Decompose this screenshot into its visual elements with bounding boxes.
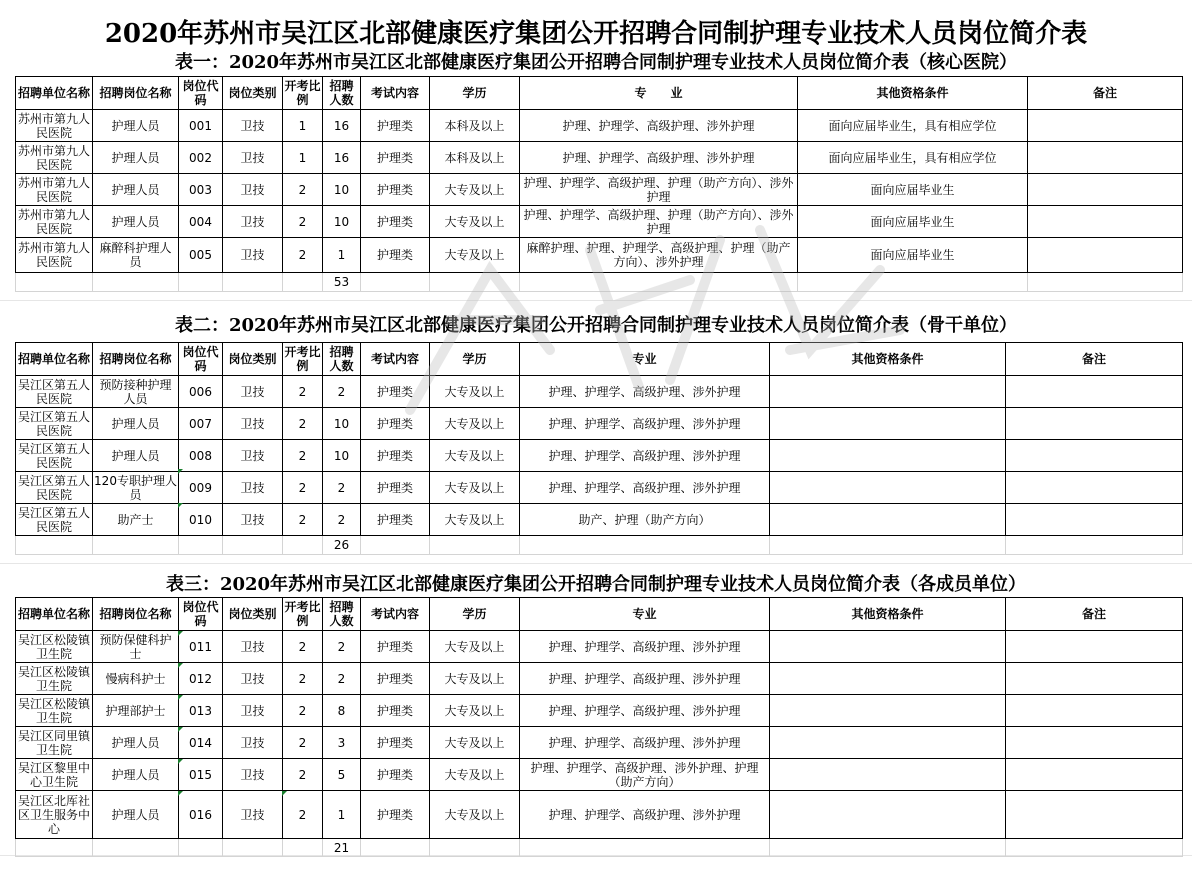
cell: 吴江区第五人民医院 <box>16 440 93 472</box>
cell: 护理类 <box>361 695 430 727</box>
table-row <box>16 110 1183 142</box>
table-row <box>16 759 1183 791</box>
cell: 2 <box>283 791 323 839</box>
cell: 1 <box>283 142 323 174</box>
cell: 2 <box>283 174 323 206</box>
cell: 005 <box>179 238 223 273</box>
cell: 苏州市第九人民医院 <box>16 206 93 238</box>
cell <box>1006 791 1183 839</box>
cell-indicator-icon <box>178 791 183 796</box>
cell: 预防接种护理人员 <box>93 376 179 408</box>
cell <box>1028 206 1183 238</box>
cell <box>1006 376 1183 408</box>
table-row <box>16 440 1183 472</box>
cell <box>770 472 1006 504</box>
cell: 吴江区第五人民医院 <box>16 376 93 408</box>
total-row <box>16 839 1183 857</box>
col-header: 备注 <box>1006 598 1183 631</box>
cell: 2 <box>283 408 323 440</box>
cell: 护理、护理学、高级护理、涉外护理 <box>520 663 770 695</box>
cell: 护理、护理学、高级护理、涉外护理 <box>520 408 770 440</box>
col-header: 学历 <box>430 343 520 376</box>
table-row <box>16 631 1183 663</box>
cell: 慢病科护士 <box>93 663 179 695</box>
col-header: 学历 <box>430 598 520 631</box>
cell: 卫技 <box>223 110 283 142</box>
col-header: 备注 <box>1028 77 1183 110</box>
total-count: 26 <box>323 536 361 555</box>
cell-indicator-icon <box>178 503 183 508</box>
cell-indicator-icon <box>282 791 287 796</box>
cell-indicator-icon <box>178 695 183 700</box>
col-header: 开考比例 <box>283 343 323 376</box>
cell: 本科及以上 <box>430 142 520 174</box>
table-row <box>16 408 1183 440</box>
cell: 护理类 <box>361 110 430 142</box>
cell: 麻醉科护理人员 <box>93 238 179 273</box>
sheet-gridline <box>0 300 1192 301</box>
cell: 1 <box>323 791 361 839</box>
cell: 护理、护理学、高级护理、涉外护理 <box>520 142 798 174</box>
cell: 卫技 <box>223 440 283 472</box>
cell: 面向应届毕业生 <box>798 238 1028 273</box>
col-header: 专业 <box>520 343 770 376</box>
table-core-hospital <box>15 76 1183 292</box>
cell: 卫技 <box>223 408 283 440</box>
cell <box>1028 110 1183 142</box>
cell: 120专职护理人员 <box>94 473 177 502</box>
col-header: 招聘岗位名称 <box>93 77 179 110</box>
cell-indicator-icon <box>178 727 183 732</box>
cell: 10 <box>323 174 361 206</box>
table-row <box>16 663 1183 695</box>
col-header: 招聘岗位名称 <box>93 343 179 376</box>
cell: 卫技 <box>223 759 283 791</box>
cell: 010 <box>179 504 223 536</box>
cell: 大专及以上 <box>430 791 520 839</box>
col-header: 招聘人数 <box>323 77 361 110</box>
col-header: 岗位类别 <box>223 598 283 631</box>
cell: 护理类 <box>361 472 430 504</box>
cell: 卫技 <box>223 504 283 536</box>
col-header: 其他资格条件 <box>770 598 1006 631</box>
cell: 大专及以上 <box>430 440 520 472</box>
cell <box>1006 440 1183 472</box>
cell-indicator-icon <box>178 469 183 474</box>
cell: 卫技 <box>223 631 283 663</box>
cell: 苏州市第九人民医院 <box>16 110 93 142</box>
cell: 护理、护理学、高级护理、涉外护理 <box>520 727 770 759</box>
cell: 015 <box>179 759 223 791</box>
cell: 预防保健科护士 <box>93 631 179 663</box>
cell: 016 <box>179 791 223 839</box>
cell <box>1028 238 1183 273</box>
col-header: 岗位代码 <box>179 77 223 110</box>
cell <box>1006 504 1183 536</box>
cell: 护理、护理学、高级护理、涉外护理 <box>520 791 770 839</box>
cell-indicator-icon <box>178 663 183 668</box>
cell <box>770 663 1006 695</box>
cell: 护理类 <box>361 631 430 663</box>
table-backbone-units <box>15 342 1183 555</box>
table-row <box>16 142 1183 174</box>
cell: 003 <box>179 174 223 206</box>
total-row <box>16 273 1183 292</box>
table-row <box>16 504 1183 536</box>
cell: 012 <box>179 663 223 695</box>
cell <box>770 440 1006 472</box>
cell: 本科及以上 <box>430 110 520 142</box>
cell: 2 <box>283 472 323 504</box>
cell: 2 <box>283 695 323 727</box>
cell: 大专及以上 <box>430 174 520 206</box>
cell: 1 <box>283 110 323 142</box>
cell <box>1006 408 1183 440</box>
cell: 大专及以上 <box>430 376 520 408</box>
cell: 护理人员 <box>93 440 179 472</box>
cell: 护理、护理学、高级护理、涉外护理 <box>520 631 770 663</box>
cell: 001 <box>179 110 223 142</box>
col-header: 学历 <box>430 77 520 110</box>
cell: 面向应届毕业生，具有相应学位 <box>798 142 1028 174</box>
cell: 1 <box>323 238 361 273</box>
cell: 2 <box>283 376 323 408</box>
cell: 护理类 <box>361 174 430 206</box>
cell: 护理类 <box>361 504 430 536</box>
cell <box>1006 663 1183 695</box>
col-header: 岗位代码 <box>179 343 223 376</box>
cell <box>770 631 1006 663</box>
cell: 护理、护理学、高级护理、护理（助产方向）、涉外护理 <box>520 174 798 206</box>
cell: 护理类 <box>361 376 430 408</box>
cell: 吴江区松陵镇卫生院 <box>16 663 93 695</box>
col-header: 招聘人数 <box>323 343 361 376</box>
cell: 苏州市第九人民医院 <box>16 174 93 206</box>
cell: 护理类 <box>361 238 430 273</box>
cell: 2 <box>323 631 361 663</box>
cell: 护理、护理学、高级护理、涉外护理 <box>520 376 770 408</box>
cell: 护理、护理学、高级护理、涉外护理、护理（助产方向） <box>520 759 770 791</box>
cell: 护理类 <box>361 440 430 472</box>
cell: 009 <box>179 472 223 504</box>
cell <box>1006 472 1183 504</box>
cell: 苏州市第九人民医院 <box>16 238 93 273</box>
cell: 16 <box>323 142 361 174</box>
cell: 2 <box>283 238 323 273</box>
cell: 006 <box>179 376 223 408</box>
cell: 卫技 <box>223 142 283 174</box>
header-row <box>16 77 1183 110</box>
cell: 2 <box>323 376 361 408</box>
cell: 护理、护理学、高级护理、涉外护理 <box>520 110 798 142</box>
cell: 8 <box>323 695 361 727</box>
col-header: 招聘单位名称 <box>16 343 93 376</box>
cell: 护理人员 <box>93 142 179 174</box>
cell <box>770 504 1006 536</box>
cell: 011 <box>179 631 223 663</box>
cell: 大专及以上 <box>430 408 520 440</box>
col-header: 专 业 <box>520 77 798 110</box>
cell: 卫技 <box>223 472 283 504</box>
header-row <box>16 343 1183 376</box>
cell: 护理类 <box>361 759 430 791</box>
col-header: 考试内容 <box>361 77 430 110</box>
cell: 护理、护理学、高级护理、涉外护理 <box>520 472 770 504</box>
cell: 护理人员 <box>93 408 179 440</box>
cell: 吴江区松陵镇卫生院 <box>16 695 93 727</box>
cell: 吴江区第五人民医院 <box>16 472 93 504</box>
cell: 大专及以上 <box>430 631 520 663</box>
col-header: 考试内容 <box>361 598 430 631</box>
cell: 护理人员 <box>93 727 179 759</box>
cell: 卫技 <box>223 174 283 206</box>
cell: 2 <box>283 727 323 759</box>
cell: 护理类 <box>361 142 430 174</box>
cell: 大专及以上 <box>430 727 520 759</box>
cell: 大专及以上 <box>430 206 520 238</box>
col-header: 其他资格条件 <box>798 77 1028 110</box>
cell: 护理人员 <box>93 759 179 791</box>
cell: 16 <box>323 110 361 142</box>
col-header: 岗位类别 <box>223 77 283 110</box>
cell: 护理类 <box>361 727 430 759</box>
cell: 002 <box>179 142 223 174</box>
total-row <box>16 536 1183 555</box>
cell <box>1028 142 1183 174</box>
cell: 013 <box>179 695 223 727</box>
cell: 卫技 <box>223 727 283 759</box>
cell <box>1006 759 1183 791</box>
cell <box>1006 695 1183 727</box>
cell <box>770 376 1006 408</box>
cell: 卫技 <box>223 663 283 695</box>
cell: 吴江区松陵镇卫生院 <box>16 631 93 663</box>
total-count: 53 <box>323 273 361 292</box>
col-header: 备注 <box>1006 343 1183 376</box>
cell: 助产、护理（助产方向） <box>520 504 770 536</box>
sheet-gridline <box>0 563 1192 564</box>
table-row <box>16 727 1183 759</box>
cell: 护理、护理学、高级护理、涉外护理 <box>520 695 770 727</box>
table-row <box>16 695 1183 727</box>
cell: 2 <box>323 504 361 536</box>
cell: 卫技 <box>223 238 283 273</box>
cell: 10 <box>323 206 361 238</box>
cell: 护理、护理学、高级护理、护理（助产方向）、涉外护理 <box>520 206 798 238</box>
cell: 2 <box>323 472 361 504</box>
cell <box>1006 631 1183 663</box>
col-header: 岗位代码 <box>179 598 223 631</box>
cell: 护理类 <box>361 206 430 238</box>
cell: 护理类 <box>361 791 430 839</box>
cell: 吴江区同里镇卫生院 <box>16 727 93 759</box>
cell <box>770 759 1006 791</box>
col-header: 招聘单位名称 <box>16 77 93 110</box>
cell <box>1006 727 1183 759</box>
col-header: 岗位类别 <box>223 343 283 376</box>
col-header: 开考比例 <box>283 77 323 110</box>
cell: 面向应届毕业生 <box>798 174 1028 206</box>
cell <box>770 695 1006 727</box>
cell: 护理、护理学、高级护理、涉外护理 <box>520 440 770 472</box>
cell: 吴江区黎里中心卫生院 <box>16 759 93 791</box>
cell: 2 <box>283 504 323 536</box>
table-row <box>16 238 1183 273</box>
cell: 大专及以上 <box>430 472 520 504</box>
cell: 护理人员 <box>93 174 179 206</box>
cell: 008 <box>179 440 223 472</box>
cell: 大专及以上 <box>430 504 520 536</box>
section-2-title: 表二：2020年苏州市吴江区北部健康医疗集团公开招聘合同制护理专业技术人员岗位简介表（骨干单位） <box>174 315 1018 336</box>
cell: 2 <box>283 759 323 791</box>
col-header: 其他资格条件 <box>770 343 1006 376</box>
col-header: 招聘人数 <box>323 598 361 631</box>
cell: 面向应届毕业生 <box>798 206 1028 238</box>
col-header: 开考比例 <box>283 598 323 631</box>
cell: 吴江区第五人民医院 <box>16 504 93 536</box>
cell: 吴江区北厍社区卫生服务中心 <box>16 791 93 839</box>
table-row <box>16 376 1183 408</box>
cell: 卫技 <box>223 376 283 408</box>
cell: 10 <box>323 440 361 472</box>
cell: 护理人员 <box>93 110 179 142</box>
section-3-title: 表三：2020年苏州市吴江区北部健康医疗集团公开招聘合同制护理专业技术人员岗位简介表（各成员单位） <box>165 574 1027 595</box>
cell <box>770 727 1006 759</box>
cell: 吴江区第五人民医院 <box>16 408 93 440</box>
main-title: 2020年苏州市吴江区北部健康医疗集团公开招聘合同制护理专业技术人员岗位简介表 <box>104 19 1088 49</box>
cell <box>770 408 1006 440</box>
table-member-units <box>15 597 1183 857</box>
cell: 5 <box>323 759 361 791</box>
section-1-title: 表一：2020年苏州市吴江区北部健康医疗集团公开招聘合同制护理专业技术人员岗位简介表（核心医院） <box>174 52 1018 73</box>
cell: 卫技 <box>223 791 283 839</box>
table-row <box>16 206 1183 238</box>
cell: 2 <box>283 663 323 695</box>
cell: 护理人员 <box>93 791 179 839</box>
cell <box>770 791 1006 839</box>
cell: 麻醉护理、护理、护理学、高级护理、护理（助产方向）、涉外护理 <box>520 238 798 273</box>
cell-indicator-icon <box>178 759 183 764</box>
header-row <box>16 598 1183 631</box>
cell: 2 <box>323 663 361 695</box>
table-row <box>16 791 1183 839</box>
cell: 苏州市第九人民医院 <box>16 142 93 174</box>
total-count: 21 <box>323 839 361 857</box>
cell: 护理人员 <box>93 206 179 238</box>
cell: 卫技 <box>223 695 283 727</box>
cell: 大专及以上 <box>430 238 520 273</box>
cell: 3 <box>323 727 361 759</box>
cell: 护理类 <box>361 408 430 440</box>
cell: 10 <box>323 408 361 440</box>
cell: 2 <box>283 440 323 472</box>
cell: 卫技 <box>223 206 283 238</box>
table-row <box>16 174 1183 206</box>
cell: 004 <box>179 206 223 238</box>
col-header: 专业 <box>520 598 770 631</box>
cell: 护理部护士 <box>93 695 179 727</box>
cell: 护理类 <box>361 663 430 695</box>
cell: 2 <box>283 631 323 663</box>
cell <box>1028 174 1183 206</box>
col-header: 考试内容 <box>361 343 430 376</box>
cell: 大专及以上 <box>430 695 520 727</box>
col-header: 招聘单位名称 <box>16 598 93 631</box>
cell: 007 <box>179 408 223 440</box>
cell: 大专及以上 <box>430 759 520 791</box>
cell: 大专及以上 <box>430 663 520 695</box>
col-header: 招聘岗位名称 <box>93 598 179 631</box>
cell: 面向应届毕业生，具有相应学位 <box>798 110 1028 142</box>
cell: 2 <box>283 206 323 238</box>
cell-indicator-icon <box>178 631 183 636</box>
table-row <box>16 472 1183 504</box>
cell: 014 <box>179 727 223 759</box>
cell: 助产士 <box>93 504 179 536</box>
